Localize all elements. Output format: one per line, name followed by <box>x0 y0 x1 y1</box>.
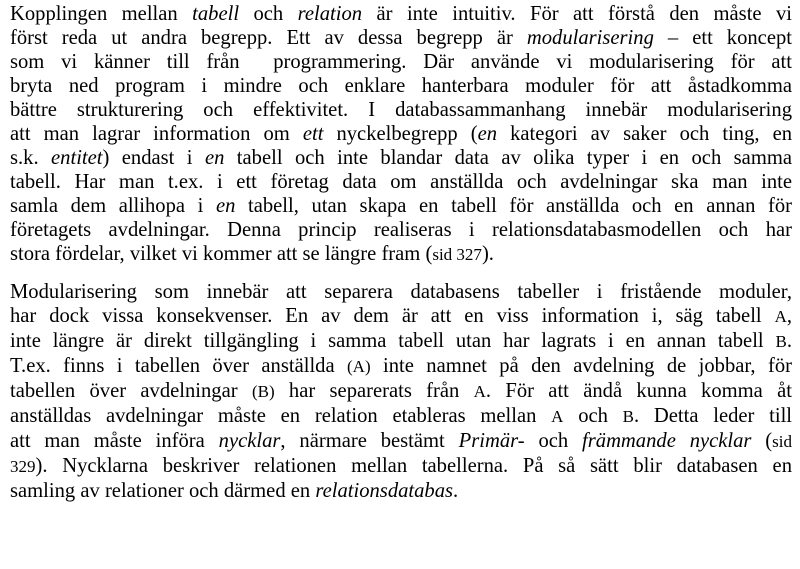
small-caps-reference: B <box>622 407 635 426</box>
emphasized-text: en <box>477 123 498 145</box>
text-segment: ). <box>481 243 494 265</box>
text-segment: stora fördelar, vilket vi kommer att se längre fram ( <box>10 243 433 265</box>
small-caps-reference: sid <box>772 432 792 451</box>
emphasized-text: en <box>204 147 225 169</box>
text-line <box>10 242 792 267</box>
text-segment: – ett koncept <box>653 27 792 49</box>
small-caps-reference: A <box>774 307 787 326</box>
text-segment: först reda ut andra begrepp. Ett av dessa begrepp är <box>10 27 527 49</box>
text-line <box>10 146 792 170</box>
text-segment: anställdas avdelningar måste en relation etableras mellan <box>10 405 552 427</box>
text-line <box>10 429 792 454</box>
text-segment: Kopplingen mellan <box>10 3 193 25</box>
text-line <box>10 194 792 218</box>
text-segment: bryta ned program i mindre och enklare hanterbara moduler för att åstadkomma <box>10 75 792 97</box>
emphasized-text: tabell <box>192 3 240 25</box>
text-segment: Modularisering som innebär att separera databasens tabeller i fristående moduler, <box>10 281 792 303</box>
emphasized-text: entitet <box>51 147 103 169</box>
text-segment: företagets avdelningar. Denna princip realiseras i relationsdatabasmodellen och har <box>10 219 792 241</box>
text-segment: ). Nycklarna beskriver relationen mellan tabellerna. På så sätt blir databasen en <box>35 455 792 477</box>
text-segment: . Detta leder till <box>634 405 792 427</box>
text-segment: har dock vissa konsekvenser. En av dem är att en viss information i, säg tabell <box>10 305 775 327</box>
text-line <box>10 280 792 304</box>
emphasized-text: relationsdatabas <box>315 480 454 502</box>
text-segment: ( <box>751 430 773 452</box>
text-segment: nyckelbegrepp ( <box>323 123 478 145</box>
text-line <box>10 74 792 98</box>
text-line <box>10 2 792 26</box>
small-caps-reference: B <box>775 332 787 351</box>
emphasized-text: modularisering <box>526 27 654 49</box>
text-line <box>10 404 792 429</box>
text-line <box>10 122 792 146</box>
paragraph <box>10 2 792 267</box>
text-segment: kategori av saker och ting, en <box>497 123 792 145</box>
text-line <box>10 454 792 479</box>
small-caps-reference: 329 <box>10 457 36 476</box>
text-line <box>10 479 792 503</box>
small-caps-reference: A <box>551 407 564 426</box>
text-segment: s.k. <box>10 147 52 169</box>
text-line <box>10 50 792 74</box>
text-segment: T.ex. finns i tabellen över anställda <box>10 355 347 377</box>
text-segment: , närmare bestämt <box>280 430 459 452</box>
small-caps-reference: sid 327 <box>432 245 482 264</box>
text-segment: ) endast i <box>102 147 205 169</box>
text-segment: och <box>563 405 623 427</box>
text-segment: . För att ändå kunna komma åt <box>485 380 792 402</box>
text-segment: har separerats från <box>274 380 474 402</box>
emphasized-text: relation <box>297 3 363 25</box>
text-segment: samling av relationer och därmed en <box>10 480 316 502</box>
text-line <box>10 98 792 122</box>
text-line <box>10 354 792 379</box>
text-line <box>10 218 792 242</box>
text-segment: samla dem allihopa i <box>10 195 216 217</box>
emphasized-text: nycklar <box>218 430 281 452</box>
small-caps-reference: (B) <box>251 382 275 401</box>
emphasized-text: ett <box>302 123 324 145</box>
text-segment: . <box>453 480 459 502</box>
text-segment: och <box>239 3 298 25</box>
text-segment: tabell och inte blandar data av olika typer i en och samma <box>224 147 792 169</box>
text-segment: inte namnet på den avdelning de jobbar, för <box>370 355 792 377</box>
text-line <box>10 329 792 354</box>
text-segment: inte längre är direkt tillgängling i samma tabell utan har lagrats i en annan tabell <box>10 330 776 352</box>
document-page <box>10 2 792 503</box>
text-segment: . <box>786 330 792 352</box>
text-segment: och <box>524 430 583 452</box>
text-segment: tabell, utan skapa en tabell för anställda och en annan för <box>235 195 792 217</box>
emphasized-text: främmande nycklar <box>582 430 752 452</box>
emphasized-text: Primär- <box>458 430 525 452</box>
text-segment: tabell. Har man t.ex. i ett företag data om anställda och avdelningar ska man inte <box>10 171 792 193</box>
text-segment: , <box>786 305 792 327</box>
text-segment: att man lagrar information om <box>10 123 303 145</box>
text-segment: som vi känner till från programmering. Där använde vi modularisering för att <box>10 51 792 73</box>
emphasized-text: en <box>215 195 236 217</box>
paragraph <box>10 280 792 503</box>
text-line <box>10 379 792 404</box>
small-caps-reference: A <box>473 382 486 401</box>
small-caps-reference: (A) <box>347 357 371 376</box>
text-segment: bättre strukturering och effektivitet. I databassammanhang innebär modularisering <box>10 99 792 121</box>
text-segment: tabellen över avdelningar <box>10 380 252 402</box>
text-line <box>10 170 792 194</box>
text-segment: är inte intuitiv. För att förstå den måste vi <box>362 3 792 25</box>
text-segment: att man måste införa <box>10 430 219 452</box>
text-line <box>10 304 792 329</box>
text-line <box>10 26 792 50</box>
